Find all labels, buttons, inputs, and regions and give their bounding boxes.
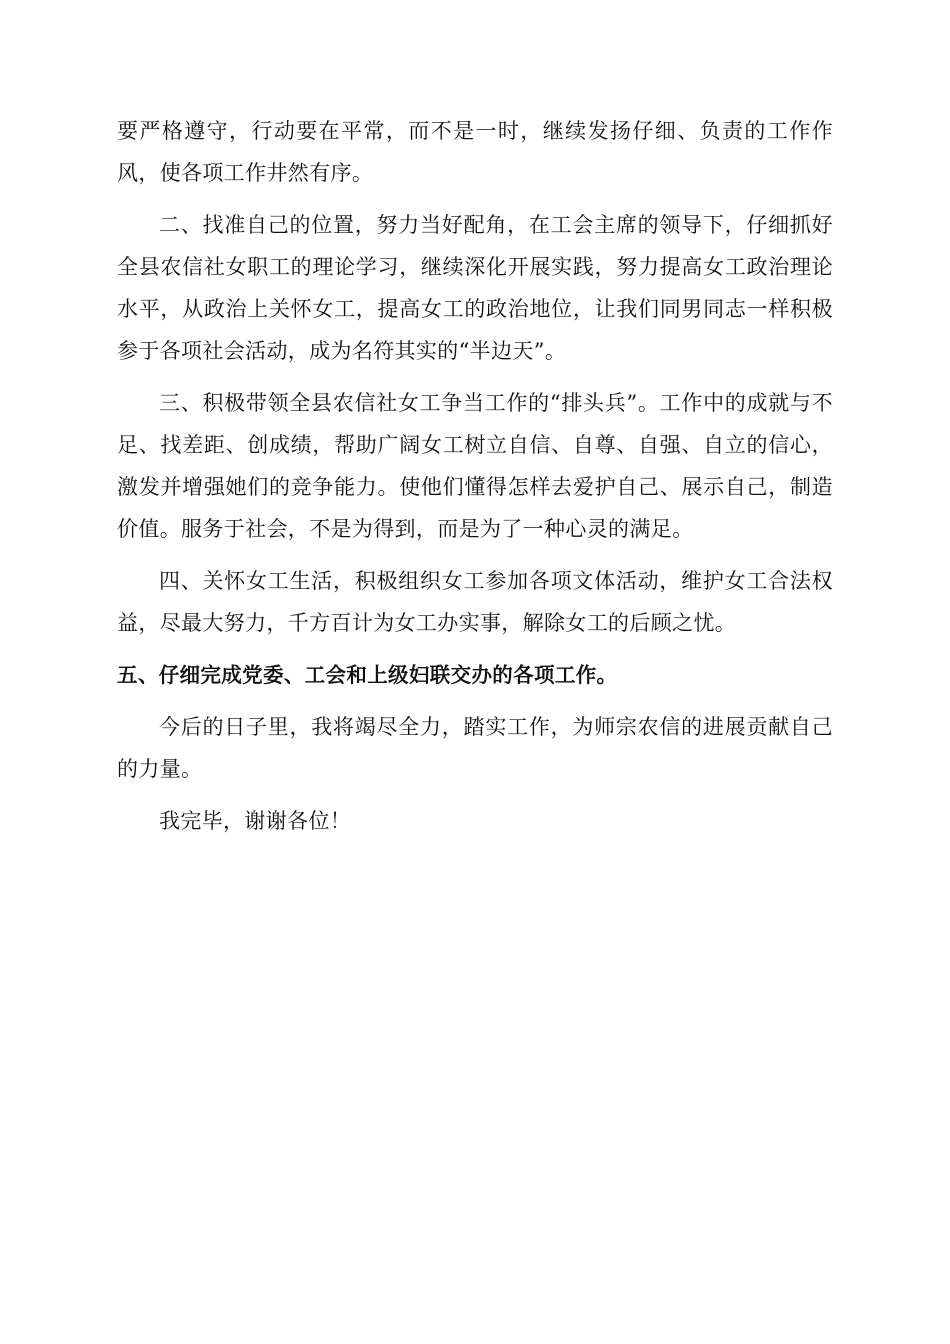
paragraph-item-three: 三、积极带领全县农信社女工争当工作的“排头兵”。工作中的成就与不足、找差距、创成绩，帮助广阔女工树立自信、自尊、自强、自立的信心，激发并增强她们的竞争能力。使他们懂得怎样去爱护自己、展示自己，制造价值。服务于社会，不是为得到，而是为了一种心灵的满足。 bbox=[117, 391, 833, 541]
paragraph-item-two: 二、找准自己的位置，努力当好配角，在工会主席的领导下，仔细抓好全县农信社女职工的理论学习，继续深化开展实践，努力提高女工政治理论水平，从政治上关怀女工，提高女工的政治地位，让我们同男同志一样积极参于各项社会活动，成为名符其实的“半边天”。 bbox=[117, 213, 833, 363]
paragraph-closing-statement: 今后的日子里，我将竭尽全力，踏实工作，为师宗农信的进展贡献自己的力量。 bbox=[117, 715, 833, 781]
paragraph-item-five-heading: 五、仔细完成党委、工会和上级妇联交办的各项工作。 bbox=[117, 663, 618, 687]
document-body bbox=[117, 110, 833, 852]
paragraph-thanks: 我完毕，谢谢各位！ bbox=[159, 809, 352, 833]
paragraph-item-four: 四、关怀女工生活，积极组织女工参加各项文体活动，维护女工合法权益，尽最大努力，千方百计为女工办实事，解除女工的后顾之忧。 bbox=[117, 569, 833, 635]
paragraph-continuation: 要严格遵守，行动要在平常，而不是一时，继续发扬仔细、负责的工作作风，使各项工作井然有序。 bbox=[117, 119, 833, 185]
